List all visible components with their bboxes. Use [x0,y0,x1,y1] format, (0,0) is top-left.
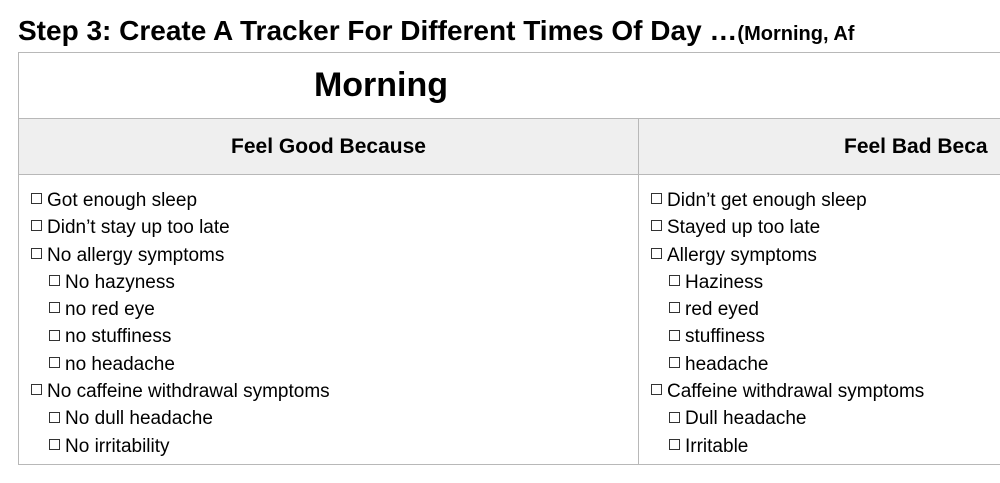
checkbox[interactable] [669,330,680,341]
feel-good-checklist [31,187,638,460]
checkbox[interactable] [669,275,680,286]
checklist-item-label: headache [685,353,769,375]
checkbox[interactable] [669,412,680,423]
morning-tracker-table [18,52,1000,465]
checkbox[interactable] [49,302,60,313]
checkbox[interactable] [669,357,680,368]
checkbox[interactable] [31,193,42,204]
checklist-item [651,433,1000,460]
checklist-item-label: Didn’t get enough sleep [667,190,867,211]
checklist-item-label: No allergy symptoms [47,244,225,266]
feel-bad-header: Feel Bad Beca [844,134,988,158]
checklist-item-label: No irritability [65,435,170,457]
checklist-item-label: no headache [65,353,175,375]
checklist-item-label: Irritable [685,435,749,457]
checkbox[interactable] [669,439,680,450]
checklist-item [651,214,1000,241]
column-body-row [19,175,1000,464]
checklist-item-label: Stayed up too late [667,217,821,239]
checklist-item [31,378,638,405]
checkbox[interactable] [651,220,662,231]
checkbox[interactable] [31,248,42,259]
checkbox[interactable] [49,275,60,286]
heading-parenthetical: (Morning, Af [737,23,855,45]
checklist-item [31,351,638,378]
checklist-item [31,296,638,323]
checklist-item-label: No hazyness [65,271,175,293]
checkbox[interactable] [651,384,662,395]
checklist-item [31,187,638,214]
checklist-item [651,269,1000,296]
checkbox[interactable] [31,384,42,395]
checklist-item [651,351,1000,378]
feel-good-header: Feel Good Because [19,119,639,174]
checklist-item-label: Got enough sleep [47,190,198,211]
checkbox[interactable] [49,439,60,450]
checkbox[interactable] [49,357,60,368]
checkbox[interactable] [49,330,60,341]
page-heading [18,14,854,51]
checklist-item-label: stuffiness [685,326,765,348]
heading-main: Step 3: Create A Tracker For Different Times Of Day … [18,15,738,46]
checklist-item-label: Dull headache [685,408,807,430]
column-header-row [19,119,1000,175]
checkbox[interactable] [31,220,42,231]
checkbox[interactable] [651,193,662,204]
checklist-item [31,323,638,350]
checklist-item [31,242,638,269]
checklist-item-label: no stuffiness [65,326,172,348]
checklist-item-label: Caffeine withdrawal symptoms [667,381,925,403]
checklist-item-label: Allergy symptoms [667,244,817,266]
checklist-item [651,378,1000,405]
checkbox[interactable] [669,302,680,313]
feel-good-column [19,175,639,464]
checklist-item [31,433,638,460]
period-title: Morning [19,53,1000,119]
checklist-item [651,296,1000,323]
checklist-item [651,405,1000,432]
checklist-item-label: No dull headache [65,408,213,430]
checklist-item [31,214,638,241]
checkbox[interactable] [651,248,662,259]
checkbox[interactable] [49,412,60,423]
checklist-item [651,187,1000,214]
checklist-item-label: Didn’t stay up too late [47,217,230,239]
checklist-item-label: no red eye [65,299,155,321]
feel-bad-checklist [651,187,1000,460]
checklist-item-label: red eyed [685,299,759,321]
checklist-item [31,405,638,432]
checklist-item [651,323,1000,350]
feel-bad-column [639,175,1000,464]
checklist-item-label: No caffeine withdrawal symptoms [47,381,330,403]
checklist-item [651,242,1000,269]
checklist-item-label: Haziness [685,271,764,293]
checklist-item [31,269,638,296]
